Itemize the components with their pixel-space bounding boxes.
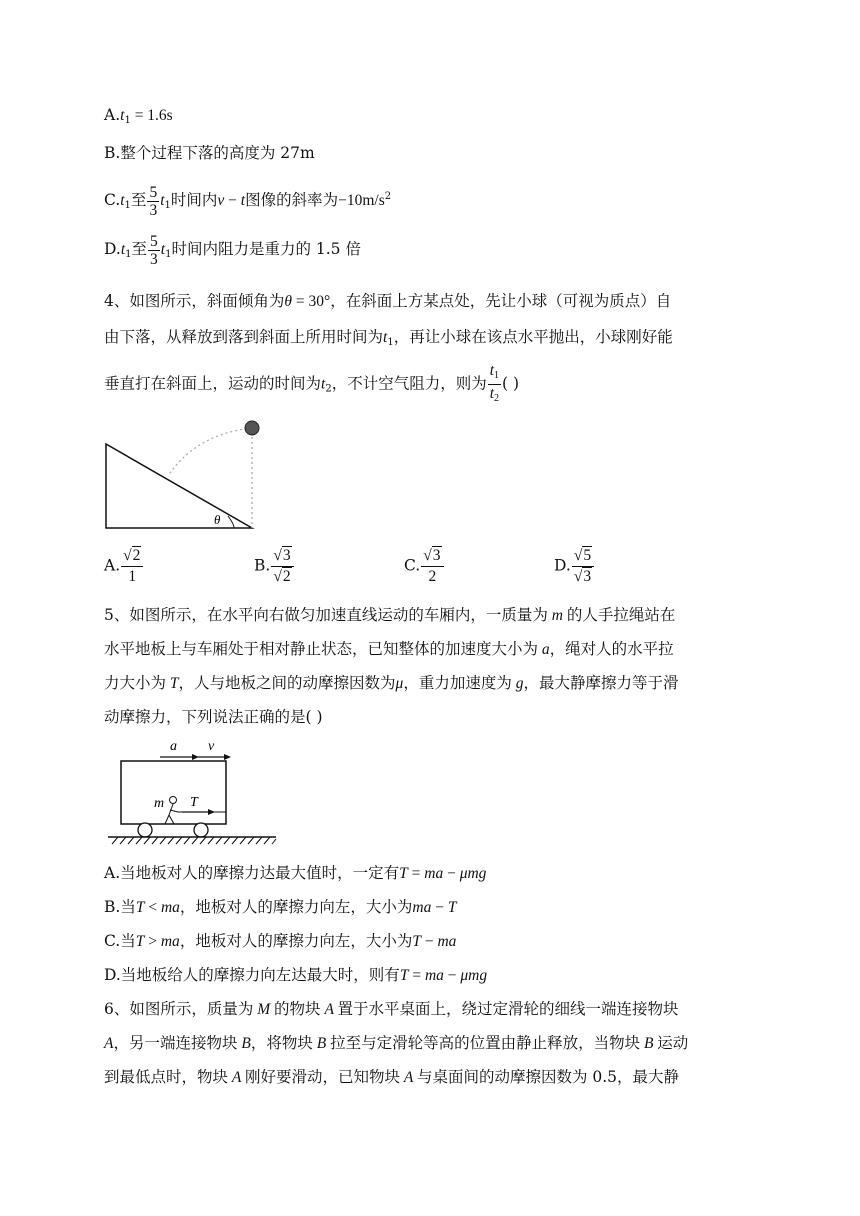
q5-option-d: D.当地板给人的摩擦力向左达最大时，则有T = ma − μmg [104,966,488,984]
q3-option-b: B.整个过程下落的高度为 27m [104,144,315,162]
q6-line-3: 到最低点时，物块 A 刚好要滑动，已知物块 A 与桌面间的动摩擦因数为 0.5，最大静 [104,1068,680,1086]
q3-option-a: $A.t_1 = 1.6s$ [104,106,173,126]
q4-option-d: D. $\frac{√5}{√3}$ [554,546,595,587]
mass-label: m [154,796,165,811]
velocity-label: v [208,739,215,754]
left-wheel [138,823,152,837]
q4-option-c: C. $\frac{√3}{2}$ [404,546,445,587]
q6-line-1: 6、如图所示，质量为 M 的物块 A 置于水平桌面上，绕过定滑轮的细线一端连接物块 [104,1000,679,1018]
q5-line-1: 5、如图所示，在水平向右做匀加速直线运动的车厢内，一质量为 m 的人手拉绳站在 [104,606,676,624]
q3-option-d: $D.t_1$至 $\frac{5}{3}$ $t_1$时间内阻力是重力的 1.5 倍 [104,232,361,268]
q5-option-b: B.当T < ma，地板对人的摩擦力向左，大小为ma − T [104,898,457,916]
fraction-five-thirds: $\frac{5}{3}$ [149,183,158,219]
ground-hatch [112,837,276,844]
incline-triangle [106,444,252,528]
q5-line-4: 动摩擦力，下列说法正确的是( ) [104,708,323,726]
parabola-trajectory [168,428,252,476]
q5-line-2: 水平地板上与车厢处于相对静止状态，已知整体的加速度大小为 a，绳对人的水平拉 [104,640,674,658]
accel-label: a [170,739,177,754]
theta-label: θ [214,512,221,527]
q4-option-b: B. $\frac{√3}{√2}$ [254,546,295,587]
train-car-figure [104,736,284,848]
q5-line-3: 力大小为 T，人与地板之间的动摩擦因数为μ，重力加速度为 g，最大静摩擦力等于滑 [104,674,679,692]
incline-figure [100,412,270,537]
q5-option-a: A.当地板对人的摩擦力达最大值时，一定有T = ma − μmg [104,864,487,882]
car-body [121,761,226,824]
fraction-five-thirds: $\frac{5}{3}$ [150,232,158,268]
q4-option-a: A. $\frac{√2}{1}$ [104,546,144,587]
right-wheel [194,823,208,837]
q3-option-c: $C.t_1$至 $\frac{5}{3}$ $t_1$时间内v − t图像的斜率为$-10m/s^2$ [104,183,392,219]
person-head [170,797,177,804]
q4-line-2: 由下落，从释放到落到斜面上所用时间为$t_1$，再让小球在该点水平抛出，小球刚好能 [104,328,673,348]
q4-line-1: 4、如图所示，斜面倾角为θ = 30°，在斜面上方某点处，先让小球（可视为质点）自 [104,292,672,310]
q6-line-2: A，另一端连接物块 B，将物块 B 拉至与定滑轮等高的位置由静止释放，当物块 B 运动 [104,1034,689,1052]
q5-option-c: C.当T > ma，地板对人的摩擦力向左，大小为T − ma [104,932,457,950]
person-body [165,804,178,824]
q4-line-3: 垂直打在斜面上，运动的时间为$t_2$，不计空气阻力，则为 $\frac{t_1}{t_2}$ ( ) [104,362,519,410]
ball [245,421,259,435]
tension-label: T [190,795,198,810]
fraction-t1-t2: $\frac{t_1}{t_2}$ [489,362,500,404]
